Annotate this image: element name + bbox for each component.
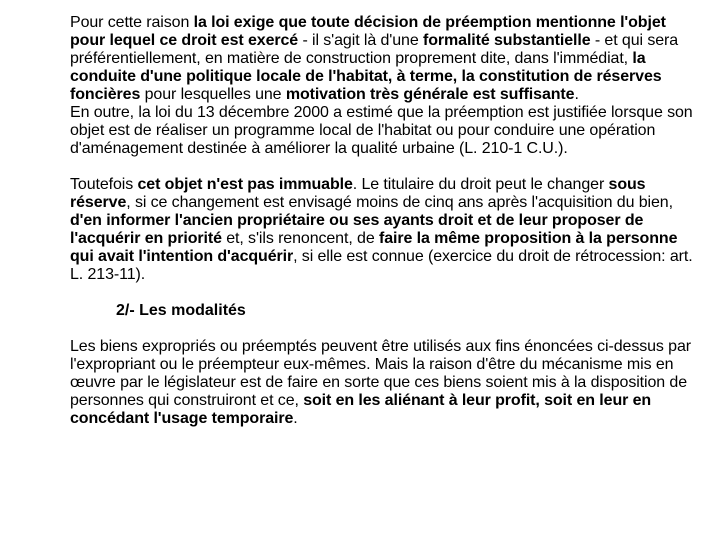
text-span: . — [574, 86, 579, 103]
bold-span: motivation très générale est suffisante — [285, 86, 575, 103]
text-span: Les biens expropriés ou préemptés peuvent être utilisés aux fins énoncées ci-dessus par l'expropriant ou le préempteur eux-mêmes. Mais la raison d'être du mécanisme mis en œuvre par le législateur est de faire en sorte que ces biens soient mis à la disposition de personnes qui construiront et ce, — [70, 338, 691, 409]
text-span: . — [293, 410, 298, 427]
paragraph-law-2000 — [70, 104, 705, 158]
text-span: pour lesquelles une — [140, 86, 286, 103]
text-span: - et qui sera préférentiellement, en matière de construction proprement dite, dans l'immédiat, — [70, 32, 679, 67]
bold-span: faire la même proposition à la personne qui avait l'intention d'acquérir — [70, 230, 678, 265]
text-span: et, s'ils renoncent, de — [221, 230, 379, 247]
bold-span: sous réserve — [70, 176, 646, 211]
bold-span: formalité substantielle — [422, 32, 591, 49]
bold-span: la conduite d'une politique locale de l'habitat, à terme, la constitution de réserves foncières — [70, 50, 662, 103]
text-span: Pour cette raison — [70, 14, 194, 31]
text-span: - il s'agit là d'une — [298, 32, 423, 49]
bold-span: la loi exige que toute décision de préemption mentionne l'objet pour lequel ce droit est exercé — [70, 14, 666, 49]
text-span: En outre, la loi du 13 décembre 2000 a estimé que la préemption est justifiée lorsque son objet est de réaliser un programme local de l'habitat ou pour conduire une opération d'aménagement destinée à améliorer la qualité urbaine (L. 210-1 C.U.). — [70, 104, 693, 157]
bold-span: soit en les aliénant à leur profit, soit en leur en concédant l'usage temporaire — [70, 392, 652, 427]
section-heading: 2/- Les modalités — [116, 302, 246, 319]
paragraph-preemption-decision — [70, 14, 705, 104]
bold-span: d'en informer l'ancien propriétaire ou ses ayants droit et de leur proposer de l'acquérir en priorité — [70, 212, 644, 247]
text-span: , si ce changement est envisagé moins de cinq ans après l'acquisition du bien, — [126, 194, 673, 211]
text-span: Toutefois — [70, 176, 138, 193]
text-span: , si elle est connue (exercice du droit de rétrocession: art. L. 213-11). — [70, 248, 693, 283]
bold-span: cet objet n'est pas immuable — [137, 176, 353, 193]
paragraph-modalities — [70, 338, 705, 428]
text-span: . Le titulaire du droit peut le changer — [352, 176, 609, 193]
document-page — [70, 14, 705, 428]
paragraph-object-not-immutable — [70, 176, 705, 284]
